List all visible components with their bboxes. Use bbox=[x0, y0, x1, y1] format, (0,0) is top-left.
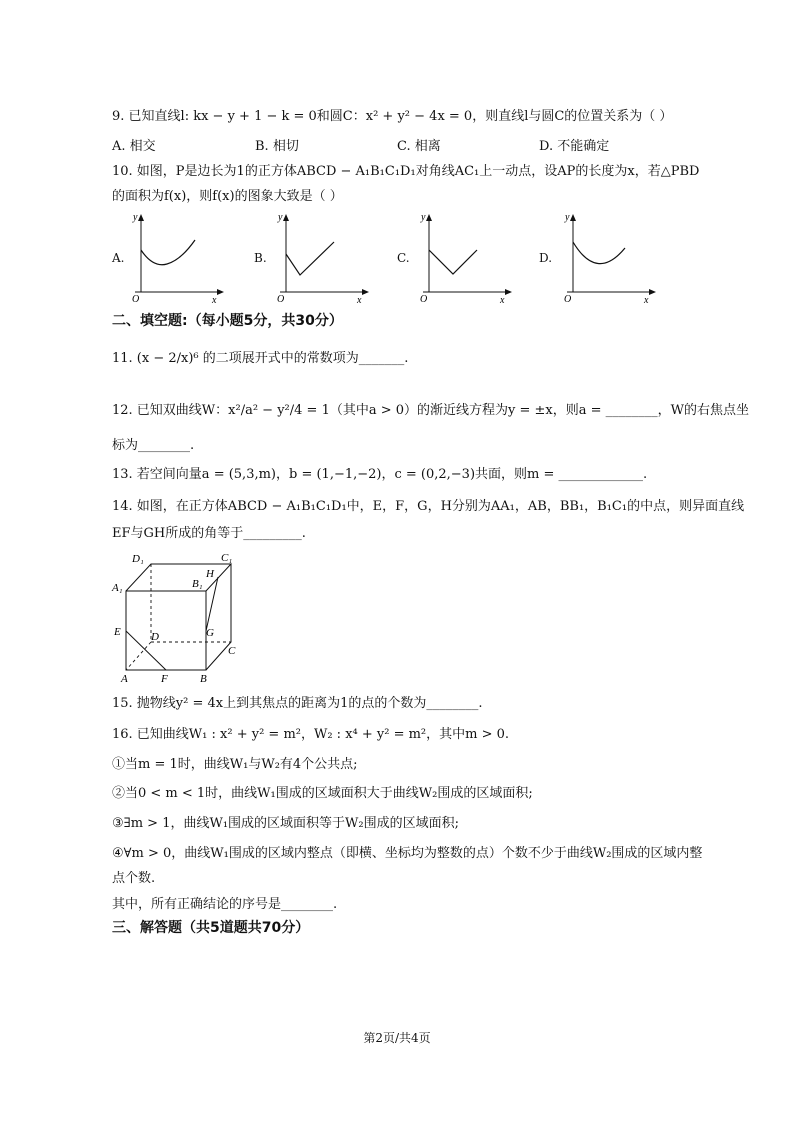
q10-graph-b-origin: O bbox=[277, 294, 285, 304]
q10-graph-b-label: B. bbox=[254, 251, 267, 265]
q14-stem-line2: EF与GH所成的角等于_________. bbox=[112, 526, 306, 541]
q10-graph-d-origin: O bbox=[564, 294, 572, 304]
q16-statement-4a: ④∀m > 0，曲线W₁围成的区域内整点（即横、坐标均为整数的点）个数不少于曲线W₂围成的区域内整 bbox=[112, 846, 703, 861]
q10-graph-d-x: x bbox=[644, 295, 649, 304]
cube-label-d: D bbox=[151, 631, 159, 643]
cube-label-c1: C₁ bbox=[221, 552, 233, 564]
q10-graph-c-x: x bbox=[500, 295, 505, 304]
q10-stem-line2: 的面积为f(x)，则f(x)的图象大致是（ ） bbox=[112, 189, 343, 204]
q10-graph-a-x: x bbox=[212, 295, 217, 304]
cube-label-f: F bbox=[161, 673, 168, 685]
cube-label-d1: D₁ bbox=[132, 553, 144, 565]
q9-stem: 9. 已知直线l: kx − y + 1 − k = 0和圆C：x² + y² − 4x = 0，则直线l与圆C的位置关系为（ ） bbox=[112, 109, 673, 124]
q10-graph-b-y: y bbox=[278, 212, 283, 223]
q16-statement-1: ①当m = 1时，曲线W₁与W₂有4个公共点; bbox=[112, 757, 358, 772]
q13-stem: 13. 若空间向量a = (5,3,m)，b = (1,−1,−2)，c = (0,2,−3)共面，则m = _____________. bbox=[112, 467, 648, 482]
cube-label-c: C bbox=[228, 645, 236, 657]
q12-stem-line2: 标为________. bbox=[112, 438, 195, 453]
q10-graph-d-y: y bbox=[565, 212, 570, 223]
cube-label-h: H bbox=[206, 568, 214, 580]
q12-stem-line1: 12. 已知双曲线W：x²/a² − y²/4 = 1（其中a > 0）的渐近线方程为y = ±x，则a = ________，W的右焦点坐 bbox=[112, 403, 750, 418]
q16-statement-4b: 点个数. bbox=[112, 871, 156, 886]
q10-graph-c-origin: O bbox=[420, 294, 428, 304]
cube-label-a1: A₁ bbox=[112, 582, 123, 594]
q10-graph-c-y: y bbox=[421, 212, 426, 223]
q10-graph-d-label: D. bbox=[539, 251, 553, 265]
q10-graph-b bbox=[270, 212, 370, 304]
cube-label-a: A bbox=[121, 673, 128, 685]
q15-stem: 15. 抛物线y² = 4x上到其焦点的距离为1的点的个数为________. bbox=[112, 696, 483, 711]
q16-statement-3: ③∃m > 1，曲线W₁围成的区域面积等于W₂围成的区域面积; bbox=[112, 816, 459, 831]
cube-label-e: E bbox=[114, 626, 121, 638]
q10-graph-b-x: x bbox=[357, 295, 362, 304]
q9-option-d: D. 不能确定 bbox=[539, 139, 610, 154]
q16-stem: 16. 已知曲线W₁ : x² + y² = m²，W₂ : x⁴ + y² = m²，其中m > 0. bbox=[112, 727, 510, 742]
q16-answer-prompt: 其中，所有正确结论的序号是________. bbox=[112, 897, 338, 912]
page-footer: 第2页/共4页 bbox=[363, 1031, 431, 1045]
section-3-heading: 三、解答题（共5道题共70分） bbox=[112, 920, 310, 936]
q10-graph-c-label: C. bbox=[397, 251, 410, 265]
q10-graph-d bbox=[557, 212, 657, 304]
cube-label-b: B bbox=[200, 673, 207, 685]
q10-stem-line1: 10. 如图，P是边长为1的正方体ABCD − A₁B₁C₁D₁对角线AC₁上一动点，设AP的长度为x，若△PBD bbox=[112, 164, 700, 179]
cube-label-b1: B₁ bbox=[192, 578, 203, 590]
q14-stem-line1: 14. 如图，在正方体ABCD − A₁B₁C₁D₁中，E，F，G，H分别为AA₁，AB，BB₁，B₁C₁的中点，则异面直线 bbox=[112, 499, 745, 514]
q16-statement-2: ②当0 < m < 1时，曲线W₁围成的区域面积大于曲线W₂围成的区域面积; bbox=[112, 786, 533, 801]
q10-graph-c bbox=[413, 212, 513, 304]
q10-graph-a-y: y bbox=[133, 212, 138, 223]
q10-graph-a bbox=[125, 212, 225, 304]
cube-label-g: G bbox=[206, 627, 214, 639]
q14-cube-figure bbox=[110, 549, 245, 685]
q9-option-b: B. 相切 bbox=[255, 139, 299, 154]
q9-option-a: A. 相交 bbox=[112, 139, 156, 154]
q11-stem: 11. (x − 2/x)⁶ 的二项展开式中的常数项为_______. bbox=[112, 351, 409, 366]
q9-option-c: C. 相离 bbox=[397, 139, 441, 154]
q10-graph-a-origin: O bbox=[132, 294, 140, 304]
section-2-heading: 二、填空题:（每小题5分，共30分） bbox=[112, 313, 343, 329]
q10-graph-a-label: A. bbox=[112, 251, 125, 265]
